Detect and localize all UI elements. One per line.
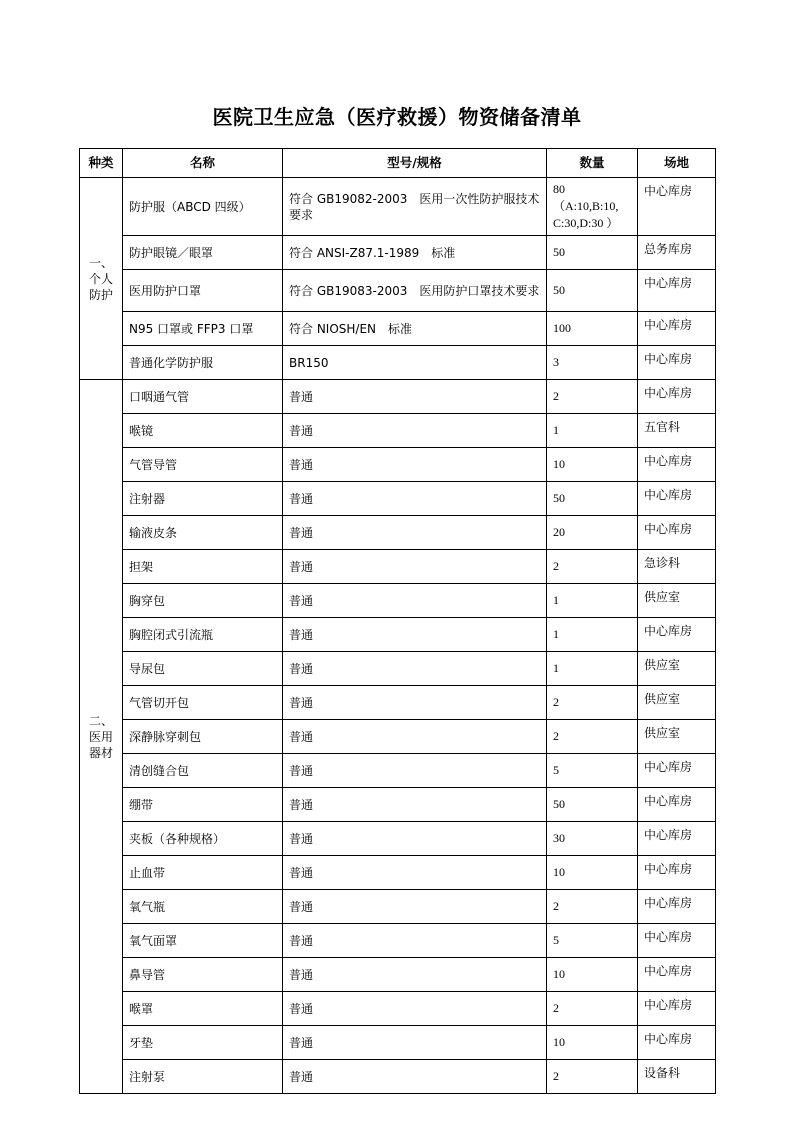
- item-name: 防护服（ABCD 四级）: [123, 178, 283, 236]
- item-location: 中心库房: [638, 380, 716, 414]
- item-model: 普通: [283, 992, 547, 1026]
- table-row: [80, 618, 716, 652]
- item-location: 中心库房: [638, 312, 716, 346]
- item-quantity-line: 1: [553, 423, 559, 437]
- item-model: 普通: [283, 822, 547, 856]
- item-quantity: [547, 720, 638, 754]
- table-row: [80, 958, 716, 992]
- item-quantity-line: 50: [553, 283, 565, 297]
- item-location: 中心库房: [638, 822, 716, 856]
- item-quantity-line: 10: [553, 457, 565, 471]
- item-name: 导尿包: [123, 652, 283, 686]
- item-model: 普通: [283, 414, 547, 448]
- table-row: [80, 720, 716, 754]
- item-quantity: [547, 1060, 638, 1094]
- table-row: [80, 346, 716, 380]
- item-quantity-line: 50: [553, 245, 565, 259]
- header-category: 种类: [80, 149, 123, 178]
- table-row: [80, 312, 716, 346]
- item-name: 氧气瓶: [123, 890, 283, 924]
- item-model: 普通: [283, 856, 547, 890]
- inventory-table: [79, 148, 716, 1094]
- table-header-row: [80, 149, 716, 178]
- item-quantity-line: C:30,D:30 ）: [553, 216, 619, 230]
- item-name: 夹板（各种规格）: [123, 822, 283, 856]
- item-quantity: [547, 1026, 638, 1060]
- item-location: 中心库房: [638, 890, 716, 924]
- item-location: 中心库房: [638, 178, 716, 236]
- item-model: 普通: [283, 788, 547, 822]
- item-model: 普通: [283, 516, 547, 550]
- item-quantity: [547, 312, 638, 346]
- table-row: [80, 482, 716, 516]
- item-quantity: [547, 618, 638, 652]
- category-label: [80, 178, 123, 380]
- table-row: [80, 270, 716, 312]
- item-quantity-line: 2: [553, 1069, 559, 1083]
- item-name: 止血带: [123, 856, 283, 890]
- item-location: 中心库房: [638, 516, 716, 550]
- item-model: 普通: [283, 618, 547, 652]
- item-quantity-line: 5: [553, 933, 559, 947]
- item-quantity-line: 2: [553, 1001, 559, 1015]
- item-quantity-line: 80: [553, 182, 565, 196]
- item-quantity: [547, 236, 638, 270]
- item-name: 鼻导管: [123, 958, 283, 992]
- table-row: [80, 1060, 716, 1094]
- item-model: 普通: [283, 1026, 547, 1060]
- item-quantity-line: 1: [553, 661, 559, 675]
- item-location: 中心库房: [638, 346, 716, 380]
- item-quantity: [547, 178, 638, 236]
- item-name: 胸穿包: [123, 584, 283, 618]
- item-name: 气管导管: [123, 448, 283, 482]
- item-name: 清创缝合包: [123, 754, 283, 788]
- table-row: [80, 822, 716, 856]
- item-quantity: [547, 856, 638, 890]
- table-row: [80, 652, 716, 686]
- item-model: 普通: [283, 482, 547, 516]
- item-quantity-line: 3: [553, 355, 559, 369]
- page-title: 医院卫生应急（医疗救援）物资储备清单: [212, 105, 582, 129]
- item-model: 普通: [283, 686, 547, 720]
- item-quantity: [547, 516, 638, 550]
- item-location: 中心库房: [638, 788, 716, 822]
- item-name: 气管切开包: [123, 686, 283, 720]
- item-quantity-line: 100: [553, 321, 571, 335]
- item-name: 口咽通气管: [123, 380, 283, 414]
- item-quantity-line: 2: [553, 695, 559, 709]
- item-location: 中心库房: [638, 270, 716, 312]
- table-row: [80, 550, 716, 584]
- item-location: 供应室: [638, 686, 716, 720]
- item-name: 喉罩: [123, 992, 283, 1026]
- item-quantity-line: 10: [553, 967, 565, 981]
- item-location: 中心库房: [638, 958, 716, 992]
- table-row: [80, 992, 716, 1026]
- category-label-line: 器材: [88, 745, 113, 760]
- item-model: 符合 GB19082-2003 医用一次性防护服技术要求: [283, 178, 547, 236]
- item-name: 喉镜: [123, 414, 283, 448]
- item-location: 中心库房: [638, 1026, 716, 1060]
- item-model: 符合 ANSI-Z87.1-1989 标准: [283, 236, 547, 270]
- item-name: 担架: [123, 550, 283, 584]
- item-location: 中心库房: [638, 754, 716, 788]
- item-location: 中心库房: [638, 482, 716, 516]
- item-quantity: [547, 788, 638, 822]
- item-quantity: [547, 380, 638, 414]
- item-quantity-line: （A:10,B:10,: [553, 199, 619, 213]
- item-model: 普通: [283, 924, 547, 958]
- item-quantity: [547, 686, 638, 720]
- item-name: 注射器: [123, 482, 283, 516]
- item-location: 总务库房: [638, 236, 716, 270]
- category-label-line: 二、: [88, 713, 113, 728]
- table-row: [80, 414, 716, 448]
- item-name: 医用防护口罩: [123, 270, 283, 312]
- item-location: 急诊科: [638, 550, 716, 584]
- item-quantity: [547, 270, 638, 312]
- item-location: 五官科: [638, 414, 716, 448]
- item-model: 普通: [283, 720, 547, 754]
- item-model: 符合 GB19083-2003 医用防护口罩技术要求: [283, 270, 547, 312]
- item-model: 普通: [283, 380, 547, 414]
- table-row: [80, 516, 716, 550]
- item-quantity: [547, 414, 638, 448]
- category-label-line: 防护: [88, 287, 113, 302]
- header-quantity: 数量: [547, 149, 638, 178]
- item-quantity: [547, 652, 638, 686]
- header-name: 名称: [123, 149, 283, 178]
- item-model: 普通: [283, 550, 547, 584]
- item-quantity: [547, 958, 638, 992]
- item-model: 普通: [283, 1060, 547, 1094]
- item-quantity-line: 2: [553, 559, 559, 573]
- item-quantity: [547, 754, 638, 788]
- item-model: 普通: [283, 958, 547, 992]
- table-row: [80, 584, 716, 618]
- item-name: 注射泵: [123, 1060, 283, 1094]
- item-quantity-line: 2: [553, 899, 559, 913]
- table-row: [80, 686, 716, 720]
- item-location: 供应室: [638, 652, 716, 686]
- table-row: [80, 236, 716, 270]
- category-label-line: 一、: [88, 255, 113, 270]
- table-row: [80, 380, 716, 414]
- item-name: 深静脉穿刺包: [123, 720, 283, 754]
- item-quantity: [547, 448, 638, 482]
- item-quantity: [547, 924, 638, 958]
- table-row: [80, 788, 716, 822]
- item-quantity: [547, 550, 638, 584]
- item-quantity-line: 10: [553, 865, 565, 879]
- item-model: 普通: [283, 448, 547, 482]
- item-location: 中心库房: [638, 618, 716, 652]
- item-location: 中心库房: [638, 448, 716, 482]
- item-quantity: [547, 992, 638, 1026]
- item-model: BR150: [283, 346, 547, 380]
- table-row: [80, 890, 716, 924]
- item-quantity-line: 2: [553, 729, 559, 743]
- item-location: 中心库房: [638, 992, 716, 1026]
- item-quantity-line: 50: [553, 491, 565, 505]
- item-quantity-line: 30: [553, 831, 565, 845]
- item-location: 供应室: [638, 720, 716, 754]
- item-quantity-line: 10: [553, 1035, 565, 1049]
- item-quantity-line: 1: [553, 593, 559, 607]
- item-model: 符合 NIOSH/EN 标准: [283, 312, 547, 346]
- table-row: [80, 1026, 716, 1060]
- item-name: N95 口罩或 FFP3 口罩: [123, 312, 283, 346]
- table-row: [80, 178, 716, 236]
- table-row: [80, 924, 716, 958]
- item-model: 普通: [283, 584, 547, 618]
- item-quantity: [547, 822, 638, 856]
- item-name: 输液皮条: [123, 516, 283, 550]
- item-quantity: [547, 482, 638, 516]
- header-model: 型号/规格: [283, 149, 547, 178]
- item-name: 牙垫: [123, 1026, 283, 1060]
- item-location: 中心库房: [638, 924, 716, 958]
- item-quantity-line: 20: [553, 525, 565, 539]
- item-quantity: [547, 584, 638, 618]
- item-quantity-line: 2: [553, 389, 559, 403]
- table-row: [80, 448, 716, 482]
- item-location: 供应室: [638, 584, 716, 618]
- item-location: 中心库房: [638, 856, 716, 890]
- item-quantity: [547, 346, 638, 380]
- category-label: [80, 380, 123, 1094]
- item-name: 普通化学防护服: [123, 346, 283, 380]
- item-quantity-line: 1: [553, 627, 559, 641]
- table-row: [80, 754, 716, 788]
- category-label-line: 医用: [88, 729, 113, 744]
- item-model: 普通: [283, 754, 547, 788]
- item-model: 普通: [283, 652, 547, 686]
- item-location: 设备科: [638, 1060, 716, 1094]
- item-name: 氧气面罩: [123, 924, 283, 958]
- item-quantity-line: 5: [553, 763, 559, 777]
- table-row: [80, 856, 716, 890]
- item-name: 防护眼镜／眼罩: [123, 236, 283, 270]
- item-quantity-line: 50: [553, 797, 565, 811]
- item-model: 普通: [283, 890, 547, 924]
- item-name: 绷带: [123, 788, 283, 822]
- item-name: 胸腔闭式引流瓶: [123, 618, 283, 652]
- category-label-line: 个人: [88, 271, 113, 286]
- header-location: 场地: [638, 149, 716, 178]
- item-quantity: [547, 890, 638, 924]
